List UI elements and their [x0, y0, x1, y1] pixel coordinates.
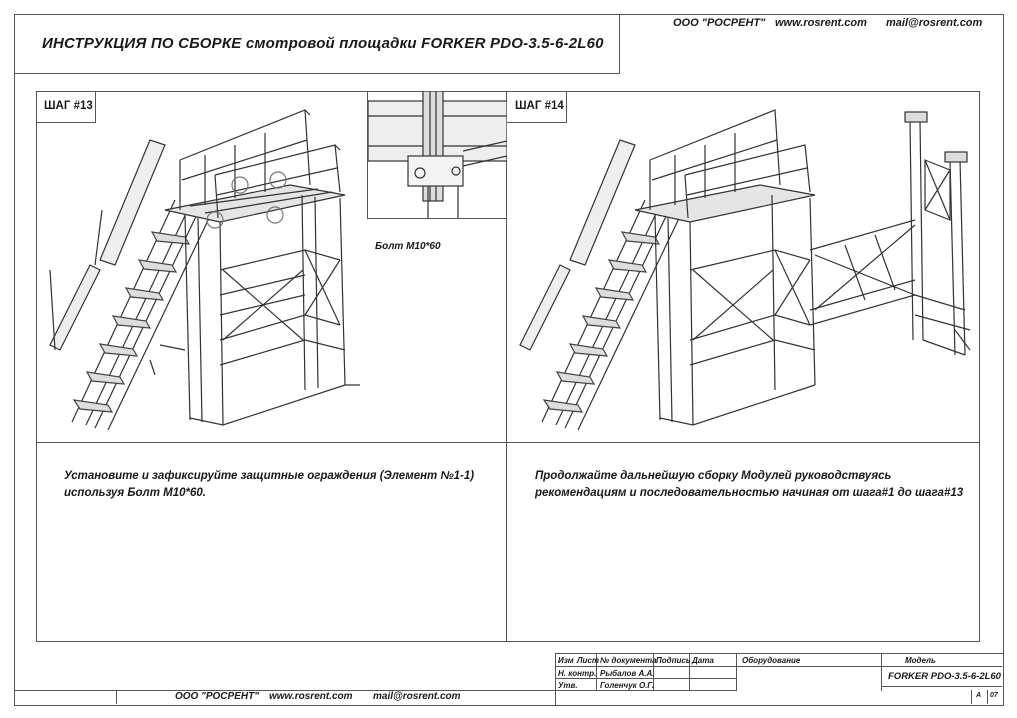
step14-label: ШАГ #14: [515, 100, 564, 112]
text-divider: [36, 442, 979, 443]
tb-row-line-4: [737, 666, 1002, 667]
detail-inset-frame: [367, 91, 507, 219]
tb-format: А: [976, 692, 982, 699]
step13-instruction-line1: Установите и зафиксируйте защитные ограждения (Элемент №1-1): [64, 470, 475, 482]
step13-instruction: [64, 468, 474, 502]
footer-company: ООО "РОСРЕНТ": [175, 691, 259, 702]
tb-list: Лист: [577, 656, 599, 665]
tb-doc: № документа: [600, 656, 657, 665]
step13-platform-illustration: [40, 100, 360, 435]
header-website[interactable]: www.rosrent.com: [775, 17, 867, 29]
header-company: ООО "РОСРЕНТ": [673, 17, 766, 29]
tb-model-label: Модель: [905, 656, 936, 665]
title-main: ИНСТРУКЦИЯ ПО СБОРКЕ: [42, 35, 242, 52]
step14-instruction-line2: рекомендациям и последовательностью начиная от шага#1 до шага#13: [535, 487, 964, 499]
header-email[interactable]: mail@rosrent.com: [886, 17, 983, 29]
tb-sheet: 07: [990, 692, 998, 699]
tb-row-line-1: [555, 666, 737, 667]
tb-approved-label: Утв.: [558, 681, 578, 690]
tb-date: Дата: [692, 656, 714, 665]
footer-left-divider: [116, 690, 117, 704]
tb-col-line-7: [987, 690, 988, 704]
tb-col-line-4: [736, 653, 737, 691]
tb-col-line-6: [971, 690, 972, 704]
page-title: [42, 35, 604, 52]
tb-izm: Изм: [558, 656, 574, 665]
step14-instruction: [535, 468, 963, 502]
tb-equipment-label: Оборудование: [742, 656, 801, 665]
step13-label: ШАГ #13: [44, 100, 93, 112]
tb-control-label: Н. контр.: [558, 669, 597, 678]
tb-row-line-5: [881, 686, 1002, 687]
step13-instruction-line2: используя Болт М10*60.: [64, 487, 206, 499]
tb-approved-name: Голенчук О.Г.: [600, 681, 655, 690]
footer-website[interactable]: www.rosrent.com: [269, 691, 353, 702]
bolt-callout: Болт М10*60: [375, 241, 441, 252]
step14-platform-illustration: [515, 100, 975, 435]
tb-control-name: Рыбалов А.А.: [600, 669, 655, 678]
step14-instruction-line1: Продолжайте дальнейшую сборку Модулей руководствуясь: [535, 470, 892, 482]
tb-model-value: FORKER PDO-3.5-6-2L60: [888, 671, 1001, 682]
bolt-detail-illustration: [368, 91, 507, 218]
tb-sign: Подпись: [656, 656, 691, 665]
tb-row-line-3: [555, 690, 737, 691]
title-sub: смотровой площадки FORKER PDO-3.5-6-2L60: [245, 35, 604, 52]
footer-email[interactable]: mail@rosrent.com: [373, 691, 461, 702]
tb-row-line-2: [555, 678, 737, 679]
